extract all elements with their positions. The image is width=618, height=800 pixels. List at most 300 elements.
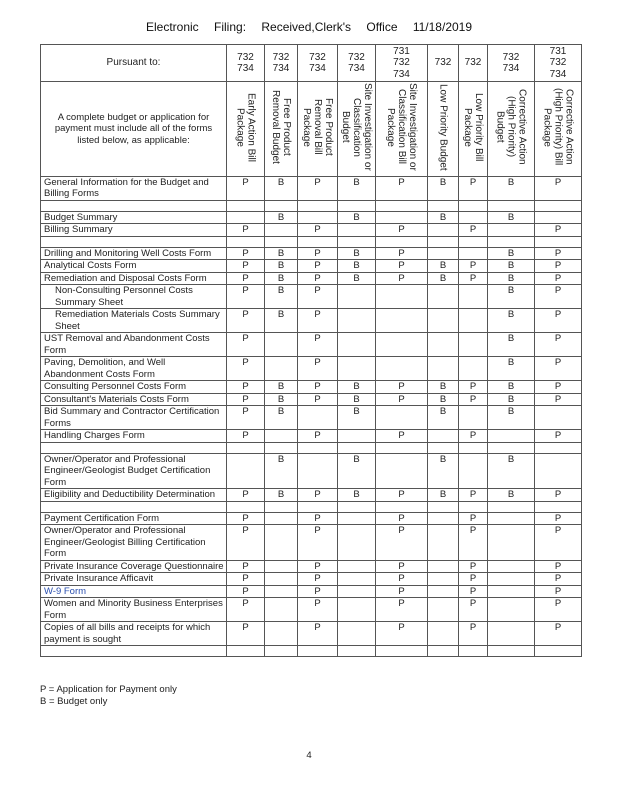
- form-name: Payment Certification Form: [41, 512, 227, 525]
- requirement-cell: P: [227, 333, 265, 357]
- requirement-cell: [376, 211, 428, 224]
- column-name: Low Priority Bill Package: [462, 92, 484, 162]
- empty-cell: [488, 501, 535, 512]
- column-name: Free Product Removal Bill Package: [301, 98, 334, 156]
- requirement-cell: P: [535, 430, 582, 443]
- empty-cell: [428, 646, 459, 657]
- requirement-cell: P: [459, 585, 488, 598]
- form-name: Handling Charges Form: [41, 430, 227, 443]
- stamp-text: Filing:: [214, 20, 247, 34]
- empty-cell: [227, 442, 265, 453]
- form-name: Budget Summary: [41, 211, 227, 224]
- table-row: [41, 381, 582, 394]
- requirement-cell: B: [265, 489, 298, 502]
- requirement-cell: [428, 309, 459, 333]
- forms-table: [40, 44, 582, 657]
- requirement-cell: [488, 430, 535, 443]
- blank-row: [41, 501, 582, 512]
- requirement-cell: P: [535, 285, 582, 309]
- requirement-cell: P: [376, 598, 428, 622]
- empty-cell: [535, 501, 582, 512]
- table-row: [41, 285, 582, 309]
- column-codes: 732: [459, 45, 488, 82]
- column-header: [535, 82, 582, 177]
- requirement-cell: [338, 309, 376, 333]
- column-header: [298, 82, 338, 177]
- requirement-cell: P: [298, 381, 338, 394]
- column-codes: 732 734: [298, 45, 338, 82]
- intro-text: A complete budget or application for payment must include all of the forms listed below, as applicable:: [41, 82, 227, 177]
- requirement-cell: B: [488, 453, 535, 489]
- requirement-cell: B: [488, 393, 535, 406]
- requirement-cell: [338, 512, 376, 525]
- requirement-cell: B: [265, 453, 298, 489]
- requirement-cell: [338, 525, 376, 561]
- requirement-cell: P: [298, 357, 338, 381]
- empty-cell: [338, 200, 376, 211]
- requirement-cell: P: [227, 489, 265, 502]
- requirement-cell: P: [376, 622, 428, 646]
- empty-cell: [459, 646, 488, 657]
- empty-cell: [488, 236, 535, 247]
- empty-cell: [376, 442, 428, 453]
- form-name: Remediation Materials Costs Summary Sheet: [41, 309, 227, 333]
- empty-cell: [459, 200, 488, 211]
- requirement-cell: [298, 406, 338, 430]
- requirement-cell: B: [338, 393, 376, 406]
- requirement-cell: P: [376, 525, 428, 561]
- requirement-cell: [428, 357, 459, 381]
- requirement-cell: P: [298, 260, 338, 273]
- requirement-cell: P: [227, 285, 265, 309]
- requirement-cell: [428, 585, 459, 598]
- requirement-cell: [459, 211, 488, 224]
- blank-row: [41, 442, 582, 453]
- requirement-cell: B: [338, 260, 376, 273]
- requirement-cell: P: [298, 489, 338, 502]
- empty-cell: [265, 200, 298, 211]
- stamp-text: Office: [366, 20, 398, 34]
- form-name: Paving, Demolition, and Well Abandonment Costs Form: [41, 357, 227, 381]
- table-row: [41, 622, 582, 646]
- column-codes: 731 732 734: [535, 45, 582, 82]
- requirement-cell: P: [227, 622, 265, 646]
- requirement-cell: [428, 247, 459, 260]
- column-name: Site Investigation or Classification Budget: [340, 83, 373, 171]
- requirement-cell: P: [459, 489, 488, 502]
- requirement-cell: [535, 211, 582, 224]
- requirement-cell: P: [535, 525, 582, 561]
- requirement-cell: B: [428, 260, 459, 273]
- form-name: Analytical Costs Form: [41, 260, 227, 273]
- requirement-cell: P: [298, 430, 338, 443]
- requirement-cell: P: [535, 489, 582, 502]
- table-row: [41, 560, 582, 573]
- requirement-cell: P: [376, 489, 428, 502]
- requirement-cell: [265, 598, 298, 622]
- stamp-text: Electronic: [145, 20, 199, 34]
- stamp-date: 11/18/2019: [412, 20, 473, 34]
- column-name: Low Priority Budget: [437, 83, 449, 171]
- empty-cell: [41, 646, 227, 657]
- requirement-cell: [265, 430, 298, 443]
- requirement-cell: [488, 573, 535, 586]
- empty-cell: [459, 501, 488, 512]
- requirement-cell: P: [459, 525, 488, 561]
- requirement-cell: [376, 453, 428, 489]
- requirement-cell: P: [459, 224, 488, 237]
- requirement-cell: P: [459, 622, 488, 646]
- requirement-cell: P: [459, 260, 488, 273]
- requirement-cell: B: [338, 406, 376, 430]
- empty-cell: [535, 236, 582, 247]
- empty-cell: [459, 442, 488, 453]
- requirement-cell: B: [428, 272, 459, 285]
- requirement-cell: [376, 333, 428, 357]
- requirement-cell: P: [376, 272, 428, 285]
- requirement-cell: [338, 585, 376, 598]
- requirement-cell: B: [338, 453, 376, 489]
- filing-stamp: [0, 20, 618, 34]
- requirement-cell: P: [298, 393, 338, 406]
- empty-cell: [535, 646, 582, 657]
- requirement-cell: P: [535, 622, 582, 646]
- requirement-cell: P: [376, 393, 428, 406]
- empty-cell: [535, 442, 582, 453]
- requirement-cell: P: [298, 309, 338, 333]
- form-name: UST Removal and Abandonment Costs Form: [41, 333, 227, 357]
- column-header: [338, 82, 376, 177]
- requirement-cell: [338, 333, 376, 357]
- requirement-cell: [376, 357, 428, 381]
- requirement-cell: B: [265, 260, 298, 273]
- requirement-cell: B: [428, 393, 459, 406]
- requirement-cell: B: [338, 272, 376, 285]
- table-row: [41, 333, 582, 357]
- form-name: Private Insurance Afficavit: [41, 573, 227, 586]
- form-name: Eligibility and Deductibility Determination: [41, 489, 227, 502]
- table-row: [41, 211, 582, 224]
- requirement-cell: P: [227, 430, 265, 443]
- form-name: Consulting Personnel Costs Form: [41, 381, 227, 394]
- requirement-cell: P: [227, 573, 265, 586]
- empty-cell: [41, 501, 227, 512]
- blank-row: [41, 646, 582, 657]
- requirement-cell: [428, 525, 459, 561]
- table-row: [41, 430, 582, 443]
- requirement-cell: P: [298, 285, 338, 309]
- requirement-cell: [265, 573, 298, 586]
- requirement-cell: P: [535, 560, 582, 573]
- table-row: [41, 393, 582, 406]
- requirement-cell: B: [265, 211, 298, 224]
- requirement-cell: [376, 285, 428, 309]
- requirement-cell: [338, 430, 376, 443]
- requirement-cell: B: [428, 453, 459, 489]
- column-codes: 732 734: [227, 45, 265, 82]
- table-row: [41, 176, 582, 200]
- requirement-cell: B: [265, 247, 298, 260]
- table-row: [41, 512, 582, 525]
- requirement-cell: P: [376, 176, 428, 200]
- requirement-cell: B: [488, 272, 535, 285]
- empty-cell: [227, 200, 265, 211]
- form-name: General Information for the Budget and Billing Forms: [41, 176, 227, 200]
- column-names-row: [41, 82, 582, 177]
- requirement-cell: P: [535, 573, 582, 586]
- requirement-cell: [338, 573, 376, 586]
- requirement-cell: P: [459, 176, 488, 200]
- column-header: [376, 82, 428, 177]
- requirement-cell: [428, 512, 459, 525]
- requirement-cell: B: [265, 309, 298, 333]
- empty-cell: [265, 236, 298, 247]
- empty-cell: [227, 501, 265, 512]
- form-name: Owner/Operator and Professional Engineer/Geologist Billing Certification Form: [41, 525, 227, 561]
- requirement-cell: B: [488, 211, 535, 224]
- requirement-cell: [488, 224, 535, 237]
- requirement-cell: P: [227, 381, 265, 394]
- requirement-cell: P: [535, 247, 582, 260]
- table-row: [41, 525, 582, 561]
- requirement-cell: [227, 453, 265, 489]
- requirement-cell: B: [428, 489, 459, 502]
- table-row: [41, 598, 582, 622]
- requirement-cell: P: [298, 176, 338, 200]
- requirement-cell: P: [227, 406, 265, 430]
- requirement-cell: B: [265, 406, 298, 430]
- requirement-cell: [338, 598, 376, 622]
- empty-cell: [376, 236, 428, 247]
- requirement-cell: P: [535, 224, 582, 237]
- form-name: Drilling and Monitoring Well Costs Form: [41, 247, 227, 260]
- requirement-cell: [459, 285, 488, 309]
- requirement-cell: B: [265, 393, 298, 406]
- form-name: Billing Summary: [41, 224, 227, 237]
- column-codes: 731 732 734: [376, 45, 428, 82]
- requirement-cell: [428, 573, 459, 586]
- requirement-cell: B: [265, 285, 298, 309]
- requirement-cell: P: [459, 512, 488, 525]
- empty-cell: [338, 501, 376, 512]
- requirement-cell: [265, 512, 298, 525]
- column-codes: 732: [428, 45, 459, 82]
- table-row: [41, 573, 582, 586]
- requirement-cell: B: [428, 211, 459, 224]
- requirement-cell: [338, 357, 376, 381]
- column-header: [459, 82, 488, 177]
- empty-cell: [338, 442, 376, 453]
- empty-cell: [338, 646, 376, 657]
- requirement-cell: P: [298, 573, 338, 586]
- requirement-cell: B: [488, 176, 535, 200]
- requirement-cell: [459, 406, 488, 430]
- table-row: [41, 260, 582, 273]
- requirement-cell: P: [227, 176, 265, 200]
- requirement-cell: [459, 357, 488, 381]
- form-name: Private Insurance Coverage Questionnaire: [41, 560, 227, 573]
- w9-form-link[interactable]: W-9 Form: [41, 585, 227, 598]
- requirement-cell: [428, 598, 459, 622]
- requirement-cell: P: [227, 525, 265, 561]
- requirement-cell: P: [227, 247, 265, 260]
- legend-p: P = Application for Payment only: [40, 684, 177, 695]
- requirement-cell: [535, 406, 582, 430]
- empty-cell: [41, 236, 227, 247]
- column-name: Free Product Removal Budget: [270, 90, 292, 164]
- requirement-cell: B: [488, 309, 535, 333]
- empty-cell: [488, 200, 535, 211]
- requirement-cell: [488, 598, 535, 622]
- empty-cell: [488, 646, 535, 657]
- requirement-cell: [265, 525, 298, 561]
- legend-b: B = Budget only: [40, 695, 108, 707]
- requirement-cell: P: [227, 224, 265, 237]
- requirement-cell: [459, 333, 488, 357]
- requirement-cell: P: [535, 309, 582, 333]
- table-row: [41, 357, 582, 381]
- requirement-cell: P: [227, 393, 265, 406]
- column-header: [265, 82, 298, 177]
- requirement-cell: P: [298, 224, 338, 237]
- empty-cell: [459, 236, 488, 247]
- empty-cell: [298, 442, 338, 453]
- requirement-cell: P: [376, 430, 428, 443]
- requirement-cell: [338, 622, 376, 646]
- empty-cell: [428, 200, 459, 211]
- form-name: Bid Summary and Contractor Certification Forms: [41, 406, 227, 430]
- requirement-cell: [488, 622, 535, 646]
- requirement-cell: [265, 357, 298, 381]
- requirement-cell: B: [265, 381, 298, 394]
- requirement-cell: P: [227, 260, 265, 273]
- requirement-cell: B: [338, 211, 376, 224]
- table-row: [41, 272, 582, 285]
- requirement-cell: P: [227, 512, 265, 525]
- requirement-cell: [338, 224, 376, 237]
- empty-cell: [298, 200, 338, 211]
- requirement-cell: B: [338, 176, 376, 200]
- requirement-cell: P: [376, 573, 428, 586]
- requirement-cell: P: [459, 430, 488, 443]
- requirement-cell: P: [298, 622, 338, 646]
- empty-cell: [227, 236, 265, 247]
- requirement-cell: P: [298, 525, 338, 561]
- requirement-cell: [376, 309, 428, 333]
- column-codes: 732 734: [265, 45, 298, 82]
- requirement-cell: [428, 285, 459, 309]
- requirement-cell: P: [227, 560, 265, 573]
- requirement-cell: P: [298, 272, 338, 285]
- form-name: Consultant's Materials Costs Form: [41, 393, 227, 406]
- requirement-cell: P: [376, 224, 428, 237]
- requirement-cell: B: [338, 489, 376, 502]
- requirement-cell: B: [488, 381, 535, 394]
- requirement-cell: P: [298, 585, 338, 598]
- requirement-cell: [535, 453, 582, 489]
- form-name: Women and Minority Business Enterprises Form: [41, 598, 227, 622]
- requirement-cell: [298, 211, 338, 224]
- form-name: Owner/Operator and Professional Engineer/Geologist Budget Certification Form: [41, 453, 227, 489]
- requirement-cell: B: [488, 260, 535, 273]
- requirement-cell: P: [227, 309, 265, 333]
- requirement-cell: [265, 560, 298, 573]
- table-row: [41, 585, 582, 598]
- requirement-cell: [265, 585, 298, 598]
- requirement-cell: [265, 333, 298, 357]
- legend: [40, 684, 177, 707]
- empty-cell: [535, 200, 582, 211]
- requirement-cell: [459, 247, 488, 260]
- requirement-cell: [265, 622, 298, 646]
- requirement-cell: P: [227, 357, 265, 381]
- form-name: Copies of all bills and receipts for which payment is sought: [41, 622, 227, 646]
- requirement-cell: P: [227, 598, 265, 622]
- empty-cell: [41, 200, 227, 211]
- requirement-cell: [338, 560, 376, 573]
- requirement-cell: P: [459, 381, 488, 394]
- empty-cell: [428, 501, 459, 512]
- requirement-cell: P: [298, 598, 338, 622]
- empty-cell: [428, 236, 459, 247]
- table-row: [41, 489, 582, 502]
- requirement-cell: [265, 224, 298, 237]
- empty-cell: [298, 501, 338, 512]
- empty-cell: [41, 442, 227, 453]
- requirement-cell: P: [535, 393, 582, 406]
- requirement-cell: B: [338, 381, 376, 394]
- empty-cell: [227, 646, 265, 657]
- requirement-cell: P: [459, 393, 488, 406]
- table-row: [41, 309, 582, 333]
- form-name: Remediation and Disposal Costs Form: [41, 272, 227, 285]
- requirement-cell: B: [488, 247, 535, 260]
- empty-cell: [338, 236, 376, 247]
- requirement-cell: P: [535, 381, 582, 394]
- pursuant-row: [41, 45, 582, 82]
- requirement-cell: [488, 525, 535, 561]
- column-name: Site Investigation or Classification Bill Package: [385, 83, 418, 171]
- requirement-cell: [428, 430, 459, 443]
- requirement-cell: [428, 560, 459, 573]
- blank-row: [41, 236, 582, 247]
- requirement-cell: B: [488, 406, 535, 430]
- requirement-cell: B: [338, 247, 376, 260]
- requirement-cell: [488, 512, 535, 525]
- empty-cell: [376, 646, 428, 657]
- column-header: [227, 82, 265, 177]
- requirement-cell: P: [535, 272, 582, 285]
- column-codes: 732 734: [488, 45, 535, 82]
- requirement-cell: P: [376, 560, 428, 573]
- table-row: [41, 224, 582, 237]
- requirement-cell: P: [227, 585, 265, 598]
- table-row: [41, 453, 582, 489]
- form-name: Non-Consulting Personnel Costs Summary Sheet: [41, 285, 227, 309]
- column-name: Corrective Action (High Priority) Budget: [494, 89, 528, 165]
- requirement-cell: P: [535, 357, 582, 381]
- requirement-cell: B: [488, 357, 535, 381]
- requirement-cell: P: [459, 560, 488, 573]
- requirement-cell: B: [428, 406, 459, 430]
- requirement-cell: P: [298, 512, 338, 525]
- blank-row: [41, 200, 582, 211]
- requirement-cell: P: [459, 573, 488, 586]
- requirement-cell: P: [376, 512, 428, 525]
- table-row: [41, 406, 582, 430]
- requirement-cell: P: [227, 272, 265, 285]
- requirement-cell: B: [265, 272, 298, 285]
